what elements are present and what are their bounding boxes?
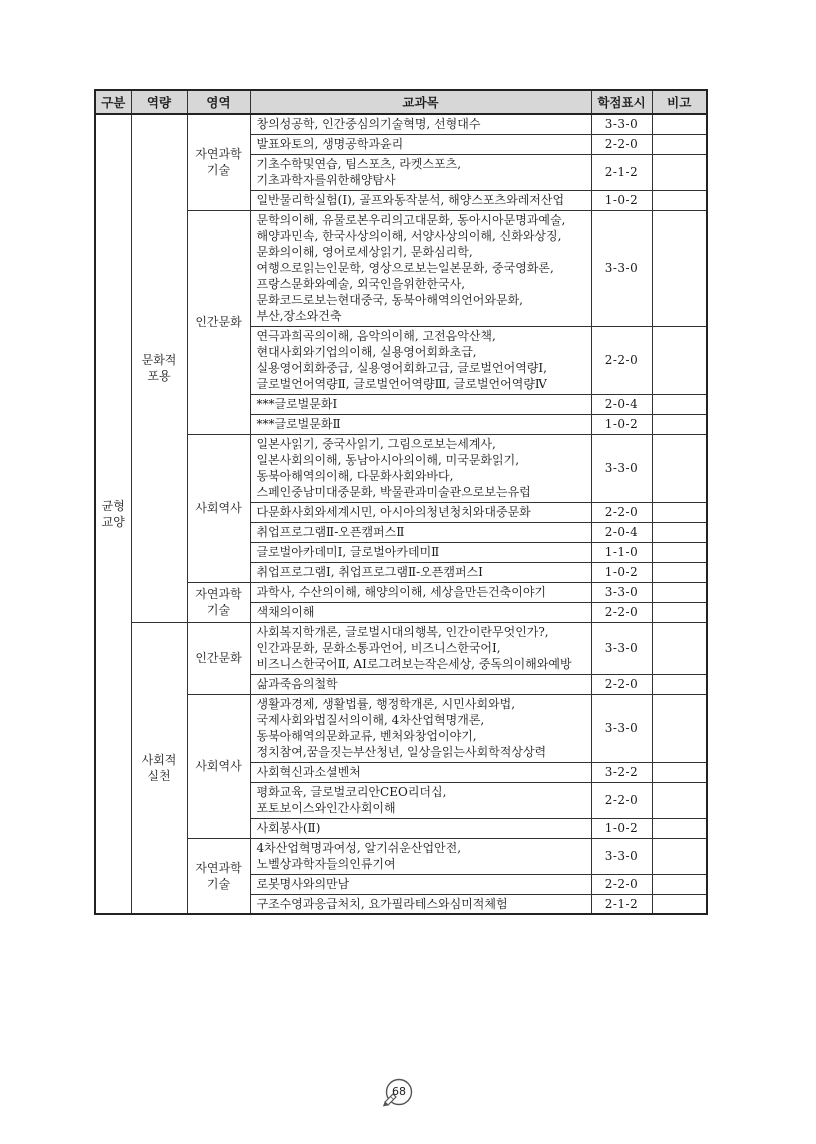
note-cell [652,522,707,542]
credit-cell: 2-0-4 [591,522,652,542]
note-cell [652,114,707,134]
subject-cell: 평화교육, 글로벌코리안CEO리더십, 포토보이스와인간사회이해 [250,782,591,818]
area-cell: 자연과학 기술 [187,582,250,622]
table-row [95,210,707,326]
subject-cell: 취업프로그램Ⅰ, 취업프로그램Ⅱ-오픈캠퍼스Ⅰ [250,562,591,582]
note-cell [652,894,707,914]
note-cell [652,874,707,894]
subject-cell: 구조수영과응급처치, 요가필라테스와심미적체험 [250,894,591,914]
note-cell [652,154,707,190]
note-cell [652,762,707,782]
note-cell [652,414,707,434]
course-table [94,89,708,915]
subject-cell: 다문화사회와세계시민, 아시아의청년청치와대중문화 [250,502,591,522]
table-header-row [95,90,707,114]
area-cell: 사회역사 [187,434,250,582]
credit-cell: 2-2-0 [591,782,652,818]
header-subject: 교과목 [250,90,591,114]
note-cell [652,542,707,562]
area-cell: 사회역사 [187,694,250,838]
table-row [95,582,707,602]
subject-cell: 문학의이해, 유물로본우리의고대문화, 동아시아문명과예술, 해양과민속, 한국사상의이해, 서양사상의이해, 신화와상징, 문화의이해, 영어로세상읽기, 문화심리학, 여행으로읽는인문학, 영상으로보는일본문화, 중국영화론, 프랑스문화와예술, 외국인을위한한국사, 문화코드로보는현대중국, 동북아해역의언어와문화, 부산,장소와건축 [250,210,591,326]
subject-cell: 발표와토의, 생명공학과윤리 [250,134,591,154]
area-cell: 인간문화 [187,210,250,434]
credit-cell: 1-1-0 [591,542,652,562]
table-row [95,434,707,502]
credit-cell: 1-0-2 [591,190,652,210]
subject-cell: 4차산업혁명과여성, 알기쉬운산업안전, 노벨상과학자들의인류기여 [250,838,591,874]
note-cell [652,562,707,582]
credit-cell: 2-2-0 [591,326,652,394]
note-cell [652,674,707,694]
credit-cell: 2-2-0 [591,502,652,522]
note-cell [652,602,707,622]
credit-cell: 1-0-2 [591,414,652,434]
note-cell [652,394,707,414]
credit-cell: 1-0-2 [591,818,652,838]
table-row [95,114,707,134]
note-cell [652,622,707,674]
area-cell: 자연과학 기술 [187,838,250,914]
subject-cell: 생활과경제, 생활법률, 행정학개론, 시민사회와법, 국제사회와법질서의이해, 4차산업혁명개론, 동북아해역의문화교류, 벤처와창업이야기, 정치참여,꿈을짓는부산청년, 일상을읽는사회학적상상력 [250,694,591,762]
credit-cell: 2-1-2 [591,894,652,914]
credit-cell: 2-2-0 [591,874,652,894]
note-cell [652,134,707,154]
credit-cell: 3-2-2 [591,762,652,782]
credit-cell: 2-0-4 [591,394,652,414]
division-cell: 균형 교양 [95,114,131,914]
note-cell [652,582,707,602]
credit-cell: 2-2-0 [591,134,652,154]
credit-cell: 3-3-0 [591,582,652,602]
credit-cell: 2-2-0 [591,674,652,694]
subject-cell: 연극과희곡의이해, 음악의이해, 고전음악산책, 현대사회와기업의이해, 실용영어회화초급, 실용영어회화중급, 실용영어회화고급, 글로벌언어역량Ⅰ, 글로벌언어역량Ⅱ, 글로벌언어역량Ⅲ, 글로벌언어역량Ⅳ [250,326,591,394]
competency-cell: 문화적 포용 [131,114,187,622]
table-row [95,838,707,874]
note-cell [652,838,707,874]
subject-cell: 취업프로그램Ⅱ-오픈캠퍼스Ⅱ [250,522,591,542]
course-table-body [95,114,707,914]
credit-cell: 2-1-2 [591,154,652,190]
note-cell [652,326,707,394]
header-area: 영역 [187,90,250,114]
note-cell [652,818,707,838]
area-cell: 인간문화 [187,622,250,694]
area-cell: 자연과학 기술 [187,114,250,210]
subject-cell: 사회복지학개론, 글로벌시대의행복, 인간이란무엇인가?, 인간과문화, 문화소통과언어, 비즈니스한국어Ⅰ, 비즈니스한국어Ⅱ, AI로그려보는작은세상, 중독의이해와예방 [250,622,591,674]
subject-cell: 사회혁신과소셜벤처 [250,762,591,782]
header-note: 비고 [652,90,707,114]
header-competency: 역량 [131,90,187,114]
subject-cell: 일본사읽기, 중국사읽기, 그림으로보는세계사, 일본사회의이해, 동남아시아의이해, 미국문화읽기, 동북아해역의이해, 다문화사회와바다, 스페인중남미대중문화, 박물관과미술관으로보는유럽 [250,434,591,502]
table-row [95,694,707,762]
table-row [95,622,707,674]
note-cell [652,210,707,326]
credit-cell: 2-2-0 [591,602,652,622]
subject-cell: 기초수학및연습, 팀스포츠, 라켓스포츠, 기초과학자를위한해양탐사 [250,154,591,190]
credit-cell: 3-3-0 [591,114,652,134]
credit-cell: 3-3-0 [591,434,652,502]
subject-cell: ***글로벌문화Ⅰ [250,394,591,414]
subject-cell: 창의성공학, 인간중심의기술혁명, 선형대수 [250,114,591,134]
credit-cell: 3-3-0 [591,838,652,874]
subject-cell: ***글로벌문화Ⅱ [250,414,591,434]
header-division: 구분 [95,90,131,114]
page-number: 68 [392,1085,406,1098]
subject-cell: 삶과죽음의철학 [250,674,591,694]
competency-cell: 사회적 실천 [131,622,187,914]
credit-cell: 3-3-0 [591,210,652,326]
header-credit: 학점표시 [591,90,652,114]
note-cell [652,190,707,210]
subject-cell: 과학사, 수산의이해, 해양의이해, 세상을만든건축이야기 [250,582,591,602]
note-cell [652,782,707,818]
credit-cell: 1-0-2 [591,562,652,582]
subject-cell: 로봇명사와의만남 [250,874,591,894]
page-number-badge [381,1077,417,1107]
note-cell [652,502,707,522]
subject-cell: 글로벌아카데미Ⅰ, 글로벌아카데미Ⅱ [250,542,591,562]
note-cell [652,434,707,502]
note-cell [652,694,707,762]
credit-cell: 3-3-0 [591,622,652,674]
credit-cell: 3-3-0 [591,694,652,762]
subject-cell: 일반물리학실험(Ⅰ), 골프와동작분석, 해양스포츠와레저산업 [250,190,591,210]
subject-cell: 색채의이해 [250,602,591,622]
subject-cell: 사회봉사(Ⅱ) [250,818,591,838]
